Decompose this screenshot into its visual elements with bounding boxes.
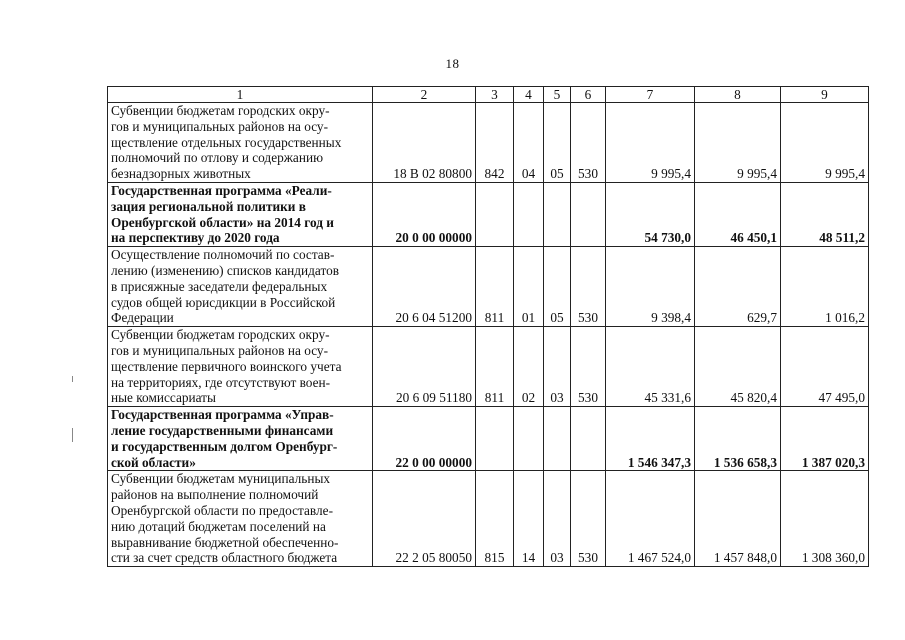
subsection-cell: 05 [544,247,571,327]
row-name-line: Оренбургской области» на 2014 год и [111,214,334,230]
row-name-line: ление государственными финансами [111,422,334,438]
budget-table [107,86,869,567]
row-name-line: сти за счет средств областного бюджета [111,550,338,566]
column-header: 3 [476,87,514,103]
column-header: 9 [781,87,869,103]
scan-artifact-mark [72,376,73,382]
code-cell: 20 0 00 00000 [373,182,476,246]
section-cell: 01 [514,247,544,327]
column-header: 5 [544,87,571,103]
subsection-cell: 05 [544,103,571,183]
row-name-line: на территориях, где отсутствуют воен- [111,374,331,390]
row-name-line: Субвенции бюджетам городских окру- [111,103,330,118]
row-name-line: Федерации [111,310,174,326]
code-cell: 18 В 02 80800 [373,103,476,183]
scan-artifact-mark [72,428,73,442]
row-name-line: Субвенции бюджетам городских окру- [111,327,330,343]
amount-cell: 1 536 658,3 [695,407,781,471]
row-name-line: выравнивание бюджетной обеспеченно- [111,534,339,550]
table-row [108,407,869,471]
row-name-line: ской области» [111,454,196,470]
amount-cell: 9 398,4 [606,247,695,327]
ministry-code-cell [476,182,514,246]
subsection-cell [544,182,571,246]
row-name-cell [108,471,373,567]
expense-type-cell: 530 [571,247,606,327]
row-name-line: судов общей юрисдикции в Российской [111,294,336,310]
amount-cell: 48 511,2 [781,182,869,246]
amount-cell: 629,7 [695,247,781,327]
table-row [108,471,869,567]
row-name-line: полномочий по отлову и содержанию [111,150,323,166]
amount-cell: 1 016,2 [781,247,869,327]
expense-type-cell: 530 [571,471,606,567]
ministry-code-cell: 811 [476,247,514,327]
row-name-line: Субвенции бюджетам муниципальных [111,471,331,487]
ministry-code-cell: 811 [476,327,514,407]
code-cell: 22 0 00 00000 [373,407,476,471]
row-name-line: гов и муниципальных районов на осу- [111,342,329,358]
amount-cell: 47 495,0 [781,327,869,407]
column-header: 1 [108,87,373,103]
code-cell: 20 6 09 51180 [373,327,476,407]
row-name-cell [108,327,373,407]
header-row [108,87,869,103]
expense-type-cell [571,182,606,246]
row-name-line: Государственная программа «Реали- [111,182,332,198]
ministry-code-cell: 815 [476,471,514,567]
row-name-cell [108,182,373,246]
section-cell: 14 [514,471,544,567]
ministry-code-cell [476,407,514,471]
page-number: 18 [445,56,460,71]
column-header: 2 [373,87,476,103]
amount-cell: 9 995,4 [606,103,695,183]
row-name-line: безнадзорных животных [111,166,251,182]
section-cell: 02 [514,327,544,407]
row-name-line: Государственная программа «Управ- [111,407,334,423]
table-row [108,247,869,327]
amount-cell: 54 730,0 [606,182,695,246]
ministry-code-cell: 842 [476,103,514,183]
amount-cell: 9 995,4 [781,103,869,183]
table-row [108,182,869,246]
row-name-line: на перспективу до 2020 года [111,230,280,246]
subsection-cell: 03 [544,327,571,407]
amount-cell: 45 331,6 [606,327,695,407]
column-header: 6 [571,87,606,103]
row-name-line: лению (изменению) списков кандидатов [111,262,340,278]
amount-cell: 1 387 020,3 [781,407,869,471]
row-name-cell [108,247,373,327]
row-name-line: районов на выполнение полномочий [111,487,319,503]
column-header: 7 [606,87,695,103]
row-name-cell [108,407,373,471]
amount-cell: 1 457 848,0 [695,471,781,567]
row-name-line: ществление первичного воинского учета [111,358,342,374]
row-name-line: ществление отдельных государственных [111,134,342,150]
amount-cell: 46 450,1 [695,182,781,246]
amount-cell: 1 467 524,0 [606,471,695,567]
amount-cell: 45 820,4 [695,327,781,407]
row-name-line: зация региональной политики в [111,198,306,214]
row-name-line: ные комиссариаты [111,390,216,406]
expense-type-cell: 530 [571,103,606,183]
column-header: 8 [695,87,781,103]
subsection-cell [544,407,571,471]
subsection-cell: 03 [544,471,571,567]
amount-cell: 1 308 360,0 [781,471,869,567]
row-name-line: гов и муниципальных районов на осу- [111,118,329,134]
section-cell: 04 [514,103,544,183]
expense-type-cell: 530 [571,327,606,407]
amount-cell: 9 995,4 [695,103,781,183]
code-cell: 22 2 05 80050 [373,471,476,567]
row-name-line: Оренбургской области по предоставле- [111,502,333,518]
row-name-line: и государственным долгом Оренбург- [111,438,338,454]
amount-cell: 1 546 347,3 [606,407,695,471]
table-row [108,103,869,183]
section-cell [514,407,544,471]
row-name-line: в присяжные заседатели федеральных [111,278,328,294]
row-name-cell [108,103,373,183]
section-cell [514,182,544,246]
code-cell: 20 6 04 51200 [373,247,476,327]
table-row [108,327,869,407]
row-name-line: Осуществление полномочий по состав- [111,247,335,263]
expense-type-cell [571,407,606,471]
row-name-line: нию дотаций бюджетам поселений на [111,518,326,534]
column-header: 4 [514,87,544,103]
